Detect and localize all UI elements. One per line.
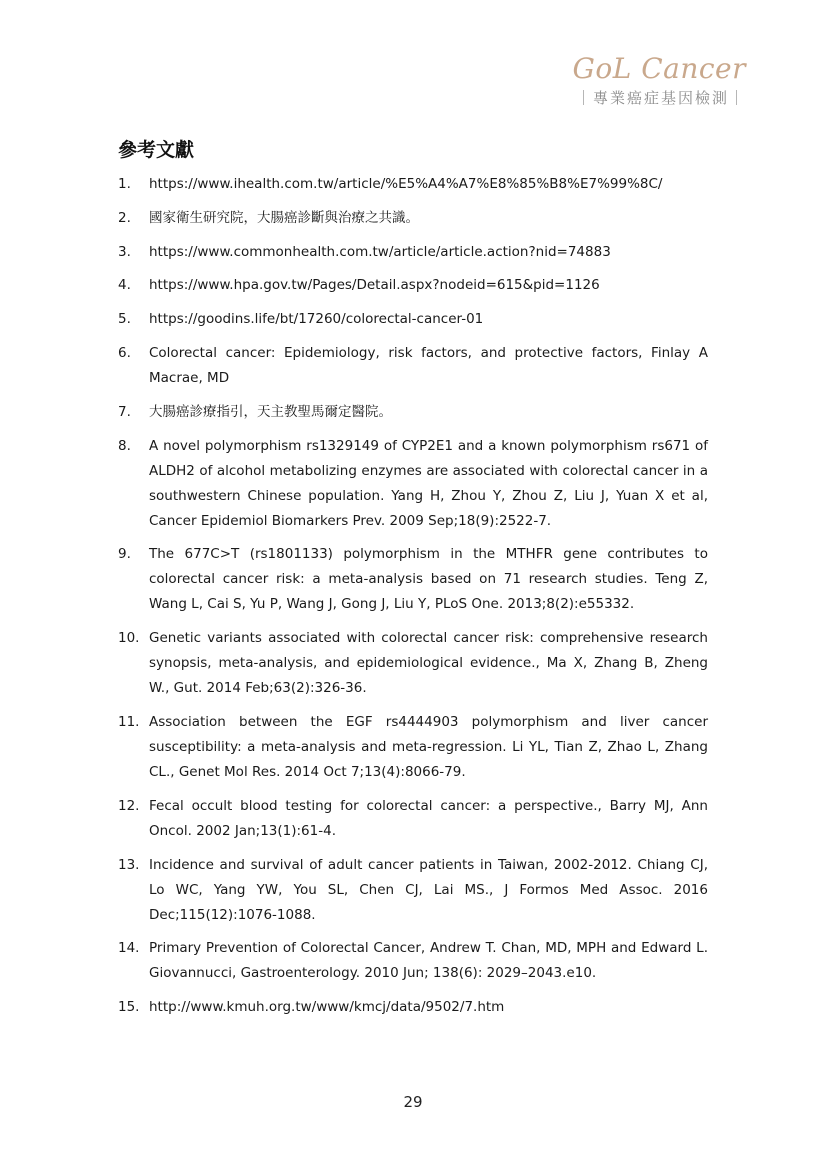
- reference-text: Association between the EGF rs4444903 polymorphism and liver cancer susceptibility: a meta-analysis and meta-regression. Li YL, Tian Z, Zhao L, Zhang CL., Genet Mol Res. 2014 Oct 7;13(4):8066-79.: [149, 713, 708, 780]
- reference-number: 8.: [118, 437, 131, 454]
- reference-text: 國家衛生研究院，大腸癌診斷與治療之共識。: [149, 209, 419, 226]
- reference-item: [118, 936, 708, 986]
- reference-text: https://www.hpa.gov.tw/Pages/Detail.aspx?nodeid=615&pid=1126: [149, 277, 600, 294]
- reference-text: Colorectal cancer: Epidemiology, risk factors, and protective factors, Finlay A Macrae, MD: [149, 344, 708, 386]
- reference-number: 13.: [118, 856, 140, 873]
- reference-item: [118, 400, 708, 425]
- reference-text: Primary Prevention of Colorectal Cancer, Andrew T. Chan, MD, MPH and Edward L. Giovannucci, Gastroenterology. 2010 Jun; 138(6): 2029–2043.e10.: [149, 940, 708, 982]
- reference-item: [118, 434, 708, 534]
- reference-number: 7.: [118, 403, 131, 420]
- brand-header: [572, 52, 746, 108]
- reference-list: [118, 172, 708, 1029]
- reference-item: [118, 273, 708, 298]
- reference-number: 4.: [118, 277, 131, 294]
- reference-item: [118, 206, 708, 231]
- reference-number: 14.: [118, 940, 140, 957]
- reference-number: 11.: [118, 713, 140, 730]
- brand-tagline: ｜專業癌症基因檢測｜: [575, 89, 746, 107]
- reference-text: Genetic variants associated with colorectal cancer risk: comprehensive research synopsis, meta-analysis, and epidemiological evidence., Ma X, Zhang B, Zheng W., Gut. 2014 Feb;63(2):326-36.: [149, 630, 708, 697]
- reference-text: https://www.ihealth.com.tw/article/%E5%A4%A7%E8%85%B8%E7%99%8C/: [149, 176, 663, 192]
- reference-item: [118, 853, 708, 928]
- reference-number: 1.: [118, 176, 131, 192]
- reference-item: [118, 172, 708, 197]
- reference-text: https://goodins.life/bt/17260/colorectal-cancer-01: [149, 311, 484, 328]
- reference-number: 12.: [118, 797, 140, 814]
- reference-item: [118, 995, 708, 1020]
- reference-text: https://www.commonhealth.com.tw/article/article.action?nid=74883: [149, 243, 611, 260]
- brand-logo-text: GoL Cancer: [572, 52, 746, 85]
- reference-number: 3.: [118, 243, 131, 260]
- reference-number: 5.: [118, 311, 131, 328]
- reference-number: 2.: [118, 209, 131, 226]
- reference-text: A novel polymorphism rs1329149 of CYP2E1 and a known polymorphism rs671 of ALDH2 of alcohol metabolizing enzymes are associated with colorectal cancer in a southwestern Chinese population. Yang H, Zhou Y, Zhou Z, Liu J, Yuan X et al, Cancer Epidemiol Biomarkers Prev. 2009 Sep;18(9):2522-7.: [149, 437, 708, 529]
- reference-number: 15.: [118, 999, 140, 1016]
- reference-item: [118, 626, 708, 701]
- reference-text: 大腸癌診療指引，天主教聖馬爾定醫院。: [149, 403, 392, 420]
- reference-item: [118, 794, 708, 844]
- reference-text: http://www.kmuh.org.tw/www/kmcj/data/9502/7.htm: [149, 999, 505, 1016]
- reference-number: 6.: [118, 344, 131, 361]
- reference-text: Fecal occult blood testing for colorectal cancer: a perspective., Barry MJ, Ann Oncol. 2002 Jan;13(1):61-4.: [149, 797, 708, 839]
- reference-number: 10.: [118, 630, 140, 647]
- section-heading: 參考文獻: [118, 139, 195, 161]
- reference-text: Incidence and survival of adult cancer patients in Taiwan, 2002-2012. Chiang CJ, Lo WC, Yang YW, You SL, Chen CJ, Lai MS., J Formos Med Assoc. 2016 Dec;115(12):1076-1088.: [149, 856, 708, 923]
- reference-item: [118, 307, 708, 332]
- reference-text: The 677C>T (rs1801133) polymorphism in the MTHFR gene contributes to colorectal cancer risk: a meta-analysis based on 71 research studies. Teng Z, Wang L, Cai S, Yu P, Wang J, Gong J, Liu Y, PLoS One. 2013;8(2):e55332.: [149, 546, 708, 613]
- reference-item: [118, 341, 708, 391]
- reference-item: [118, 542, 708, 617]
- reference-item: [118, 240, 708, 265]
- page-number: 29: [403, 1093, 423, 1111]
- reference-item: [118, 710, 708, 785]
- reference-number: 9.: [118, 546, 131, 563]
